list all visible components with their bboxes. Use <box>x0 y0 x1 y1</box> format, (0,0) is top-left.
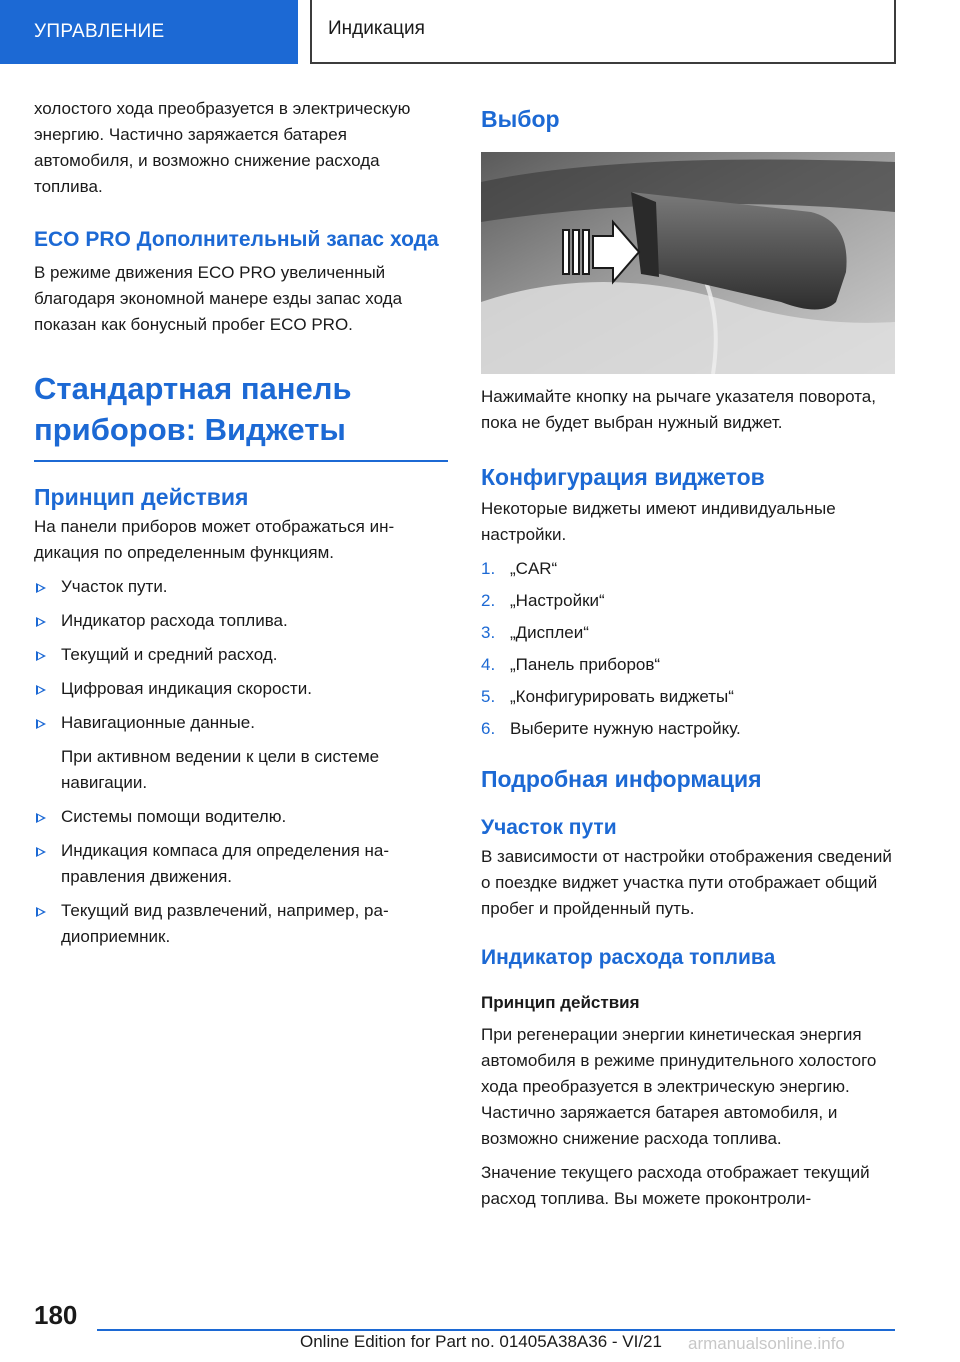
fuel-paragraph-1: При регенерации энергии кинетическая энергия автомобиля в режиме принудительного холостого хода преобразуется в электрическую энергию. Частично заряжается батарея автомобиля, и возможно снижение расхода топлива. <box>481 1025 877 1148</box>
fuel-heading: Индикатор расхода топлива <box>481 946 776 969</box>
config-steps-list <box>481 556 897 742</box>
list-item: 6. Выберите нужную настройку. <box>481 719 741 738</box>
list-item: 5. „Конфигурировать виджеты“ <box>481 687 734 706</box>
navigation-note: При активном ведении к цели в системе навигации. <box>61 747 380 792</box>
config-paragraph: Некоторые виджеты имеют индивидуальные настройки. <box>481 499 836 544</box>
triangle-bullet-icon <box>36 651 46 661</box>
page-number: 180 <box>34 1300 78 1330</box>
header-section-tab: УПРАВЛЕНИЕ <box>0 0 298 64</box>
select-paragraph: Нажимайте кнопку на рычаге указателя поворота, пока не будет выбран нужный виджет. <box>481 387 876 432</box>
list-item: Индикатор расхода топлива. <box>34 608 448 634</box>
list-item: 4. „Панель приборов“ <box>481 655 661 674</box>
right-column <box>481 96 897 1212</box>
widget-bullet-list <box>34 574 448 736</box>
principle-heading: Принцип действия <box>34 484 249 510</box>
list-item: Системы помощи водителю. <box>34 804 448 830</box>
config-heading: Конфигурация виджетов <box>481 464 765 490</box>
footer-divider <box>97 1329 895 1331</box>
principle-paragraph: На панели приборов может отображаться индикация по определенным функциям. <box>34 517 395 562</box>
list-item: Текущий и средний расход. <box>34 642 448 668</box>
select-heading: Выбор <box>481 106 560 132</box>
fuel-paragraph-2: Значение текущего расхода отображает текущий расход топлива. Вы можете проконтроли- <box>481 1163 870 1208</box>
list-item: Индикация компаса для определения направления движения. <box>34 838 448 890</box>
fuel-principle-heading: Принцип действия <box>481 993 640 1012</box>
triangle-bullet-icon <box>36 907 46 917</box>
section-title: Стандартная панель приборов: Виджеты <box>34 368 448 462</box>
triangle-bullet-icon <box>36 617 46 627</box>
watermark-text: armanualsonline.info <box>688 1334 845 1353</box>
list-item: Участок пути. <box>34 574 448 600</box>
list-item: 2. „Настройки“ <box>481 591 605 610</box>
list-item: Навигационные данные. <box>34 710 448 736</box>
list-item: 3. „Дисплеи“ <box>481 623 589 642</box>
intro-paragraph: холостого хода преобразуется в электрическую энергию. Частично заряжается батарея автомобиля, и возможно снижение расхода топлива. <box>34 99 411 196</box>
list-item: Цифровая индикация скорости. <box>34 676 448 702</box>
triangle-bullet-icon <box>36 719 46 729</box>
eco-pro-paragraph: В режиме движения ECO PRO увеличенный благодаря экономной манере езды запас хода показан как бонусный пробег ECO PRO. <box>34 263 403 334</box>
triangle-bullet-icon <box>36 583 46 593</box>
route-paragraph: В зависимости от настройки отображения сведений о поездке виджет участка пути отображает общий пробег и пройденный путь. <box>481 847 892 918</box>
eco-pro-heading: ECO PRO Дополнительный запас хода <box>34 228 439 251</box>
left-column <box>34 96 448 950</box>
header-chapter-tab: Индикация <box>310 0 896 64</box>
list-item: Текущий вид развлечений, например, радиоприемник. <box>34 898 448 950</box>
details-heading: Подробная информация <box>481 766 762 792</box>
edition-text: Online Edition for Part no. 01405A38A36 - VI/21 <box>300 1332 662 1351</box>
widget-bullet-list-continued <box>34 804 448 950</box>
turn-signal-lever-button-photo <box>481 152 895 374</box>
triangle-bullet-icon <box>36 685 46 695</box>
route-heading: Участок пути <box>481 816 617 839</box>
triangle-bullet-icon <box>36 813 46 823</box>
triangle-bullet-icon <box>36 847 46 857</box>
list-item: 1. „CAR“ <box>481 559 558 578</box>
